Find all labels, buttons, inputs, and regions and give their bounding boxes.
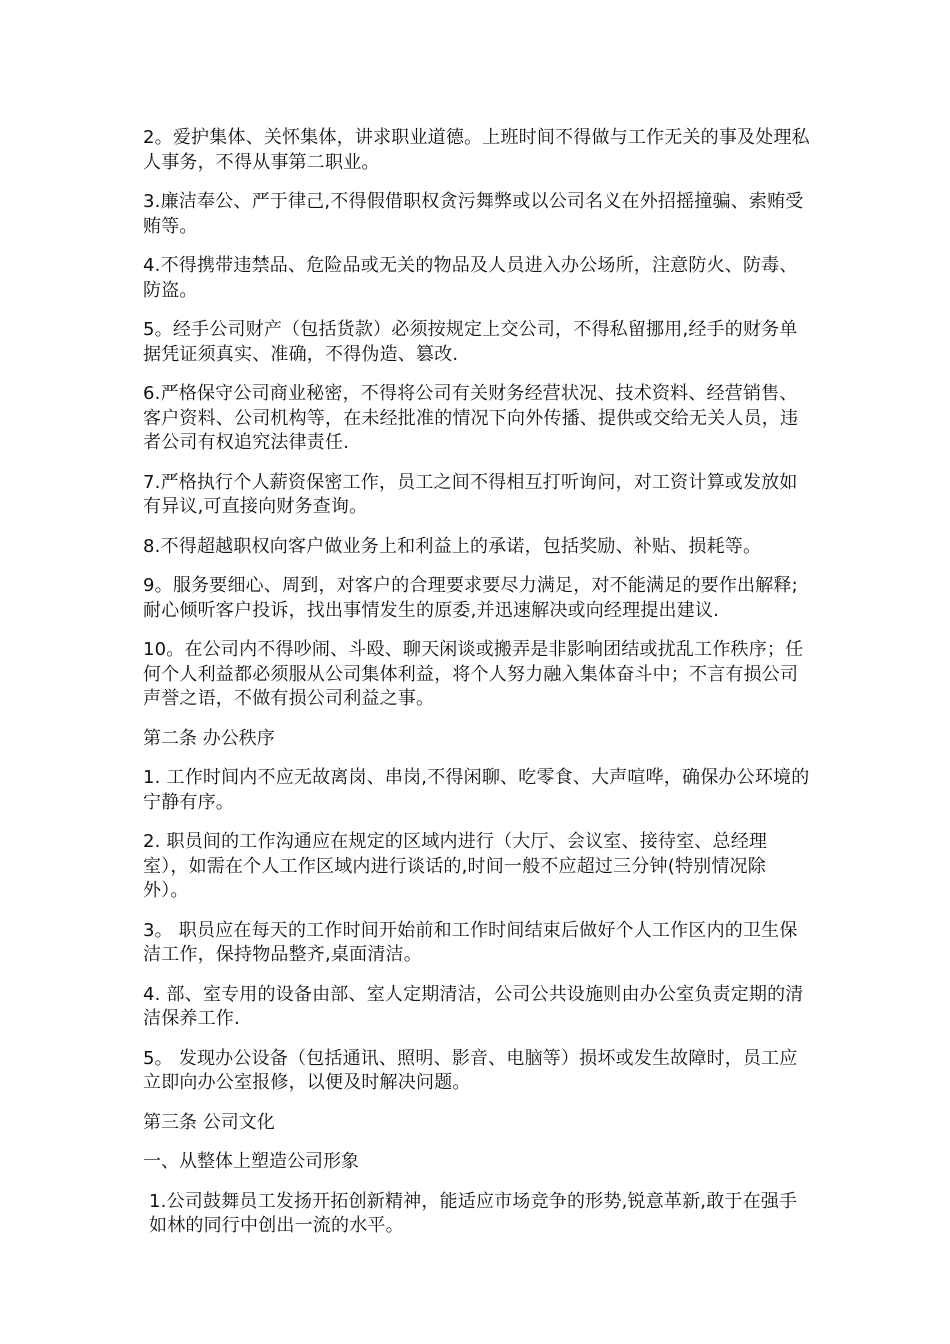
section-heading-office-order: 第二条 办公秩序 [143, 727, 275, 749]
rule-item-3: 3.廉洁奉公、严于律己,不得假借职权贪污舞弊或以公司名义在外招摇撞骗、索贿受贿等。 [143, 191, 804, 237]
section-heading-company-culture: 第三条 公司文化 [143, 1111, 275, 1133]
rule-item-2: 2。爱护集体、关怀集体，讲求职业道德。上班时间不得做与工作无关的事及处理私人事务，不得从事第二职业。 [143, 127, 810, 173]
rule-item-9: 9。服务要细心、周到，对客户的合理要求要尽力满足，对不能满足的要作出解释;耐心倾听客户投诉，找出事情发生的原委,并迅速解决或向经理提出建议. [143, 575, 798, 621]
subsection-heading-company-image: 一、从整体上塑造公司形象 [143, 1151, 359, 1172]
rule-item-5: 5。经手公司财产（包括货款）必须按规定上交公司，不得私留挪用,经手的财务单据凭证须真实、准确，不得伪造、篡改. [143, 319, 798, 365]
office-order-item-4: 4. 部、室专用的设备由部、室人定期清洁，公司公共设施则由办公室负责定期的清洁保养工作. [143, 983, 804, 1029]
rule-item-7: 7.严格执行个人薪资保密工作，员工之间不得相互打听询问，对工资计算或发放如有异议,可直接向财务查询。 [143, 471, 798, 517]
rule-item-8: 8.不得超越职权向客户做业务上和利益上的承诺，包括奖励、补贴、损耗等。 [143, 535, 762, 557]
office-order-item-1: 1. 工作时间内不应无故离岗、串岗,不得闲聊、吃零食、大声喧哗，确保办公环境的宁静有序。 [143, 767, 810, 813]
document-page [143, 126, 811, 1254]
company-image-item-1: 1.公司鼓舞员工发扬开拓创新精神，能适应市场竞争的形势,锐意革新,敢于在强手如林的同行中创出一流的水平。 [149, 1190, 798, 1236]
office-order-item-5: 5。 发现办公设备（包括通讯、照明、影音、电脑等）损坏或发生故障时，员工应立即向办公室报修，以便及时解决问题。 [143, 1047, 798, 1093]
rule-item-6: 6.严格保守公司商业秘密，不得将公司有关财务经营状况、技术资料、经营销售、客户资料、公司机构等，在未经批准的情况下向外传播、提供或交给无关人员，违者公司有权追究法律责任. [143, 383, 799, 453]
rule-item-10: 10。在公司内不得吵闹、斗殴、聊天闲谈或搬弄是非影响团结或扰乱工作秩序；任何个人利益都必须服从公司集体利益，将个人努力融入集体奋斗中；不言有损公司声誉之语，不做有损公司利益之事。 [143, 639, 804, 709]
office-order-item-2: 2. 职员间的工作沟通应在规定的区域内进行（大厅、会议室、接待室、总经理室），如需在个人工作区域内进行谈话的,时间一般不应超过三分钟(特别情况除外）。 [143, 831, 768, 901]
office-order-item-3: 3。 职员应在每天的工作时间开始前和工作时间结束后做好个人工作区内的卫生保洁工作，保持物品整齐,桌面清洁。 [143, 919, 798, 965]
rule-item-4: 4.不得携带违禁品、危险品或无关的物品及人员进入办公场所，注意防火、防毒、防盗。 [143, 255, 798, 301]
